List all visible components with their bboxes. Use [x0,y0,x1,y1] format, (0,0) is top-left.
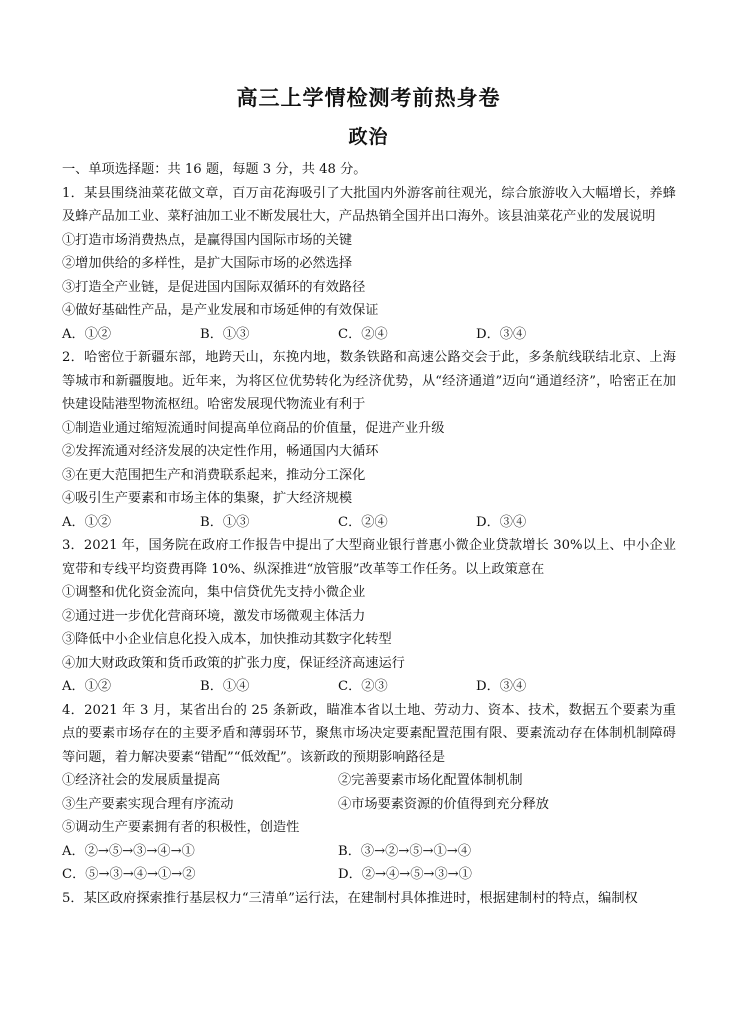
question-3-statement-2: ②通过进一步优化营商环境，激发市场微观主体活力 [62,608,366,624]
question-2-options [62,511,676,535]
question-4-option-a[interactable]: A．②→⑤→③→④→① [62,843,195,859]
question-1-option-c[interactable]: C．②④ [338,326,388,342]
section-heading: 一、单项选择题：共 16 题，每题 3 分，共 48 分。 [62,162,367,177]
question-3-statement-1: ①调整和优化资金流向，集中信贷优先支持小微企业 [62,585,366,600]
question-4-options-row-2 [62,863,676,887]
exam-body [62,158,676,910]
question-4-statement-4: ④市场要素资源的价值得到充分释放 [338,796,549,812]
question-3-option-c[interactable]: C．②③ [338,679,388,694]
question-3-stem: 3．2021 年，国务院在政府工作报告中提出了大型商业银行普惠小微企业贷款增长 30%以上、中小企业宽带和专线平均资费再降 10%、纵深推进“放管服”改革等工作任务。以上政策意在 [62,538,676,577]
question-4-option-b[interactable]: B．③→②→⑤→①→④ [338,843,472,859]
question-1-option-b[interactable]: B．①③ [200,326,250,342]
question-2-option-d[interactable]: D．③④ [476,514,527,530]
question-4-option-c[interactable]: C．⑤→③→④→①→② [62,867,196,882]
question-4-option-d[interactable]: D．②→④→⑤→③→① [338,867,472,882]
question-4-statement-3: ③生产要素实现合理有序流动 [62,796,234,812]
question-3-option-b[interactable]: B．①④ [200,679,250,694]
question-2-statement-1: ①制造业通过缩短流通时间提高单位商品的价值量，促进产业升级 [62,420,445,436]
question-1-statement-1: ①打造市场消费热点，是赢得国内国际市场的关键 [62,232,353,248]
subject-title: 政治 [348,126,389,148]
question-4-stem: 4．2021 年 3 月，某省出台的 25 条新政，瞄准本省以土地、劳动力、资本、技术，数据五个要素为重点的要素市场存在的主要矛盾和薄弱环节，聚焦市场决定要素配置范围有限、要素流动存在体制机制障碍等问题，着力解决要素“错配”“低效配”。该新政的预期影响路径是 [62,702,676,765]
question-2-option-c[interactable]: C．②④ [338,514,388,530]
question-2-option-b[interactable]: B．①③ [200,514,250,530]
question-5-stem: 5．某区政府探索推行基层权力“三清单”运行法，在建制村具体推进时，根据建制村的特点，编制权 [62,890,638,906]
question-2-statement-2: ②发挥流通对经济发展的决定性作用，畅通国内大循环 [62,444,379,459]
question-2-option-a[interactable]: A．①② [62,514,112,530]
exam-title: 高三上学情检测考前热身卷 [236,86,501,110]
question-4-statement-1: ①经济社会的发展质量提高 [62,773,221,788]
question-4-statement-2: ②完善要素市场化配置体制机制 [338,773,523,788]
question-3-statement-4: ④加大财政政策和货币政策的扩张力度，保证经济高速运行 [62,655,405,671]
question-4-statements-row-2 [62,793,676,817]
question-2-stem: 2．哈密位于新疆东部，地跨天山，东挽内地，数条铁路和高速公路交会于此，多条航线联结北京、上海等城市和新疆腹地。近年来，为将区位优势转化为经济优势，从“经济通道”迈向“通道经济”，哈密正在加快建设陆港型物流枢纽。哈密发展现代物流业有利于 [62,350,676,412]
question-2-statement-3: ③在更大范围把生产和消费联系起来，推动分工深化 [62,467,366,483]
question-3-options [62,675,676,699]
question-1-statement-4: ④做好基础性产品，是产业发展和市场延伸的有效保证 [62,303,379,318]
question-3-statement-3: ③降低中小企业信息化投入成本，加快推动其数字化转型 [62,632,392,647]
question-4-statements-row-1 [62,769,676,793]
question-1-option-a[interactable]: A．①② [62,326,112,342]
question-3-option-d[interactable]: D．③④ [476,679,527,694]
question-1-stem: 1．某县围绕油菜花做文章，百万亩花海吸引了大批国内外游客前往观光，综合旅游收入大幅增长，养蜂及蜂产品加工业、菜籽油加工业不断发展壮大，产品热销全国并出口海外。该县油菜花产业的发展说明 [62,185,676,224]
question-4-options-row-1 [62,840,676,864]
question-1-options [62,323,676,347]
question-1-statement-2: ②增加供给的多样性，是扩大国际市场的必然选择 [62,256,353,271]
question-1-statement-3: ③打造全产业链，是促进国内国际双循环的有效路径 [62,279,366,295]
question-4-statement-5: ⑤调动生产要素拥有者的积极性，创造性 [62,820,300,835]
question-1-option-d[interactable]: D．③④ [476,326,527,342]
question-2-statement-4: ④吸引生产要素和市场主体的集聚，扩大经济规模 [62,491,353,506]
question-3-option-a[interactable]: A．①② [62,679,112,694]
